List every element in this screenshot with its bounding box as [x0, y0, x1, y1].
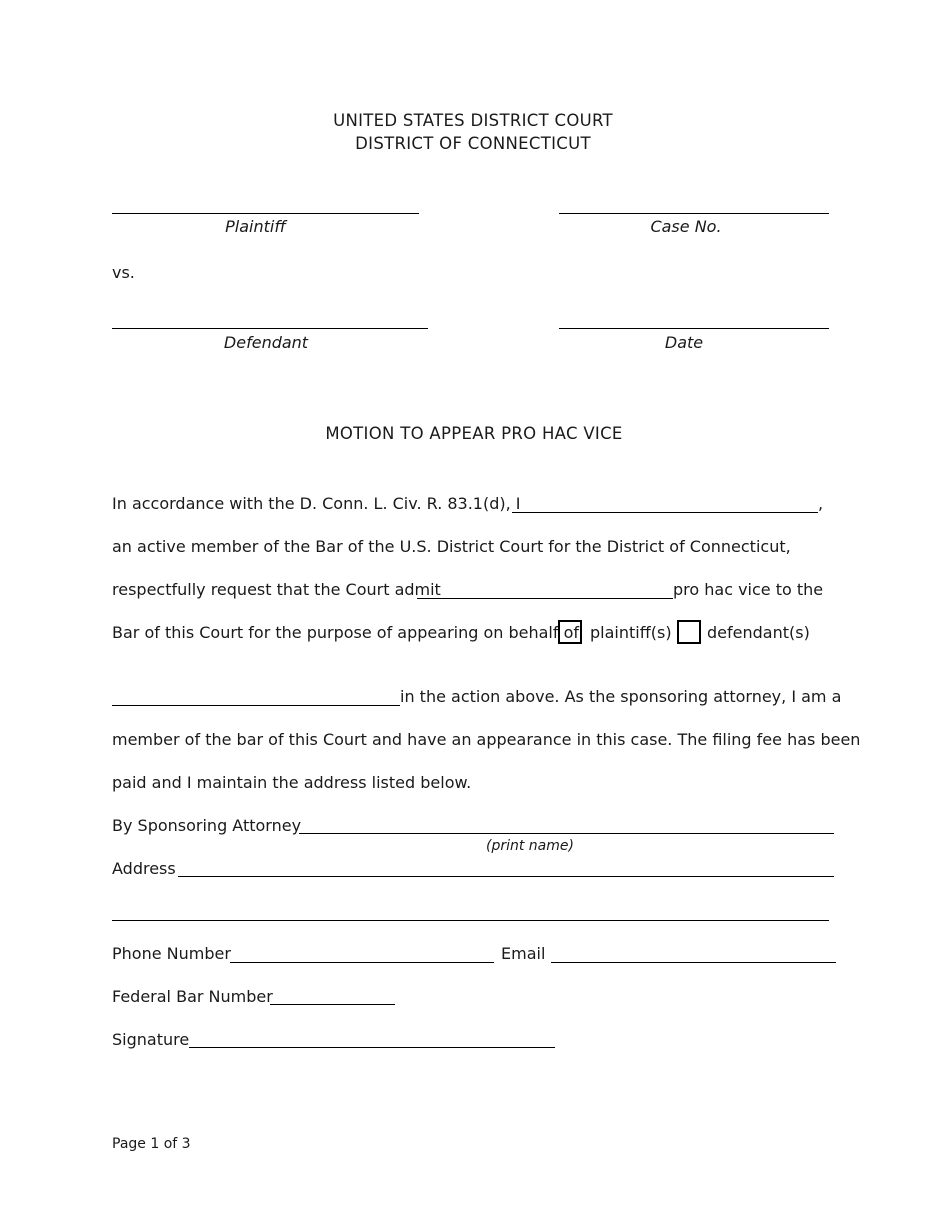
date-label: Date — [664, 333, 704, 352]
motion-title: MOTION TO APPEAR PRO HAC VICE — [325, 424, 623, 443]
body-line-5-end: in the action above. As the sponsoring attorney, I am a — [400, 687, 842, 706]
attorney-name-field[interactable] — [512, 512, 818, 513]
email-label: Email — [501, 944, 546, 963]
admittee-name-field[interactable] — [417, 598, 673, 599]
plaintiff-checkbox[interactable] — [558, 620, 582, 644]
defendant-label: Defendant — [223, 333, 309, 352]
defendant-checkbox[interactable] — [677, 620, 701, 644]
page-number: Page 1 of 3 — [112, 1136, 191, 1152]
plaintiff-label: Plaintiff — [225, 217, 286, 236]
federal-bar-field[interactable] — [270, 1004, 395, 1005]
defendant-option-label: defendant(s) — [707, 623, 810, 642]
signature-label: Signature — [112, 1030, 190, 1049]
print-name-label: (print name) — [486, 838, 574, 854]
body-line-3-end: pro hac vice to the — [673, 580, 824, 599]
plaintiff-line[interactable] — [112, 213, 419, 214]
body-line-1-comma: , — [818, 494, 824, 513]
address-field[interactable] — [178, 876, 834, 877]
court-name: UNITED STATES DISTRICT COURT — [333, 111, 613, 130]
phone-label: Phone Number — [112, 944, 231, 963]
address-field-line-2[interactable] — [112, 920, 829, 921]
district-name: DISTRICT OF CONNECTICUT — [355, 134, 591, 153]
email-field[interactable] — [551, 962, 836, 963]
address-label: Address — [112, 859, 176, 878]
federal-bar-label: Federal Bar Number — [112, 987, 273, 1006]
case-no-line[interactable] — [559, 213, 829, 214]
case-no-label: Case No. — [650, 217, 722, 236]
sponsoring-attorney-field[interactable] — [299, 833, 834, 834]
defendant-line[interactable] — [112, 328, 428, 329]
sponsoring-attorney-label: By Sponsoring Attorney — [112, 816, 302, 835]
body-line-7: paid and I maintain the address listed below. — [112, 773, 472, 792]
plaintiff-option-label: plaintiff(s) — [590, 623, 672, 642]
body-line-3: respectfully request that the Court admit — [112, 580, 441, 599]
body-line-1: In accordance with the D. Conn. L. Civ. R. 83.1(d), I — [112, 494, 521, 513]
party-name-field[interactable] — [112, 705, 400, 706]
body-line-6: member of the bar of this Court and have an appearance in this case. The filing fee has been — [112, 730, 861, 749]
phone-field[interactable] — [230, 962, 494, 963]
date-line[interactable] — [559, 328, 829, 329]
signature-field[interactable] — [189, 1047, 555, 1048]
body-line-2: an active member of the Bar of the U.S. District Court for the District of Connecticut, — [112, 537, 791, 556]
body-line-4: Bar of this Court for the purpose of appearing on behalf of — [112, 623, 580, 642]
versus-text: vs. — [112, 263, 135, 282]
